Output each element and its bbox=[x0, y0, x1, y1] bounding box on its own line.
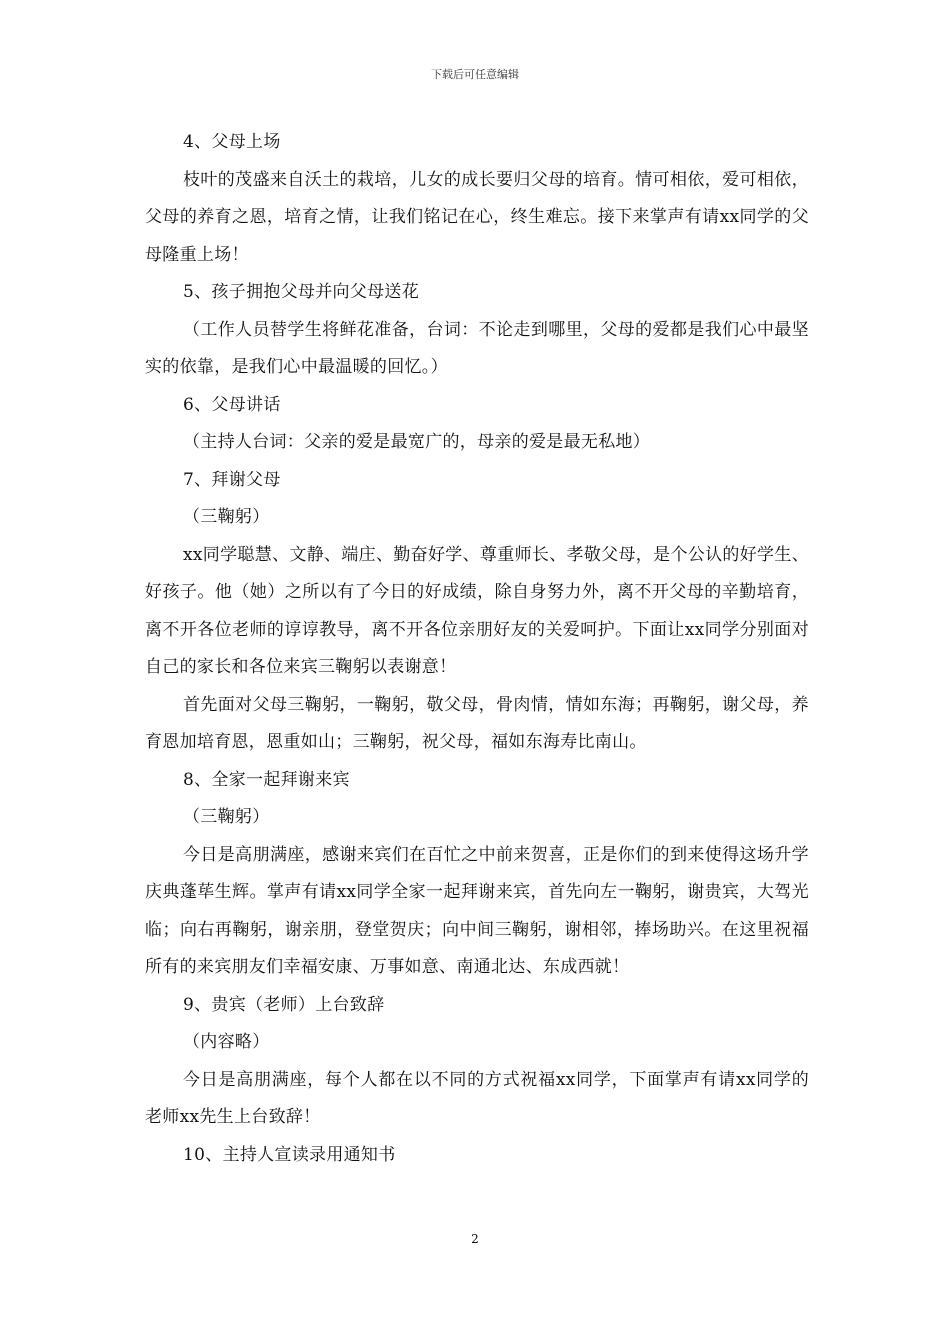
heading-family-thanks-guests: 8、全家一起拜谢来宾 bbox=[183, 769, 350, 790]
paragraph-bows-to-parents: 首先面对父母三鞠躬，一鞠躬，敬父母，骨肉情，情如东海；再鞠躬，谢父母，养育恩加培育恩，恩重如山；三鞠躬，祝父母，福如东海寿比南山。 bbox=[145, 694, 809, 752]
paragraph-parents-speech: （主持人台词：父亲的爱是最宽广的，母亲的爱是最无私地） bbox=[183, 432, 651, 452]
paragraph-teacher-intro: 今日是高朋满座，每个人都在以不同的方式祝福xx同学，下面掌声有请xx同学的老师xx先生上台致辞！ bbox=[145, 1069, 809, 1127]
note-content-omitted: （内容略） bbox=[183, 1032, 270, 1052]
paragraph-student-praise: xx同学聪慧、文静、端庄、勤奋好学、尊重师长、孝敬父母，是个公认的好学生、好孩子。他（她）之所以有了今日的好成绩，除自身努力外，离不开父母的辛勤培育，离不开各位老师的谆谆教导，离不开各位亲朋好友的关爱呵护。下面让xx同学分别面对自己的家长和各位来宾三鞠躬以表谢意！ bbox=[145, 544, 809, 677]
paragraph-thank-guests: 今日是高朋满座，感谢来宾们在百忙之中前来贺喜，正是你们的到来使得这场升学庆典蓬荜生辉。掌声有请xx同学全家一起拜谢来宾，首先向左一鞠躬，谢贵宾，大驾光临；向右再鞠躬，谢亲朋，登堂贺庆；向中间三鞠躬，谢相邻，捧场助兴。在这里祝福所有的来宾朋友们幸福安康、万事如意、南通北达、东成西就！ bbox=[145, 844, 809, 977]
page-number: 2 bbox=[471, 1232, 479, 1246]
heading-thank-parents: 7、拜谢父母 bbox=[183, 469, 281, 490]
heading-admission-notice: 10、主持人宣读录用通知书 bbox=[183, 1144, 396, 1165]
document-body bbox=[145, 124, 809, 1174]
heading-hug-and-flowers: 5、孩子拥抱父母并向父母送花 bbox=[183, 282, 420, 302]
paragraph-hug-and-flowers: （工作人员替学生将鲜花准备，台词：不论走到哪里，父母的爱都是我们心中最坚实的依靠，是我们心中最温暖的回忆。） bbox=[145, 319, 809, 377]
page-header-note: 下载后可任意编辑 bbox=[431, 68, 519, 81]
note-three-bows-1: （三鞠躬） bbox=[183, 507, 270, 527]
paragraph-parents-enter: 枝叶的茂盛来自沃土的栽培，儿女的成长要归父母的培育。情可相依，爱可相依，父母的养育之恩，培育之情，让我们铭记在心，终生难忘。接下来掌声有请xx同学的父母隆重上场！ bbox=[145, 169, 809, 265]
note-three-bows-2: （三鞠躬） bbox=[183, 807, 270, 827]
heading-parents-enter: 4、父母上场 bbox=[183, 132, 281, 152]
heading-teacher-speech: 9、贵宾（老师）上台致辞 bbox=[183, 994, 385, 1015]
heading-parents-speech: 6、父母讲话 bbox=[183, 394, 281, 415]
